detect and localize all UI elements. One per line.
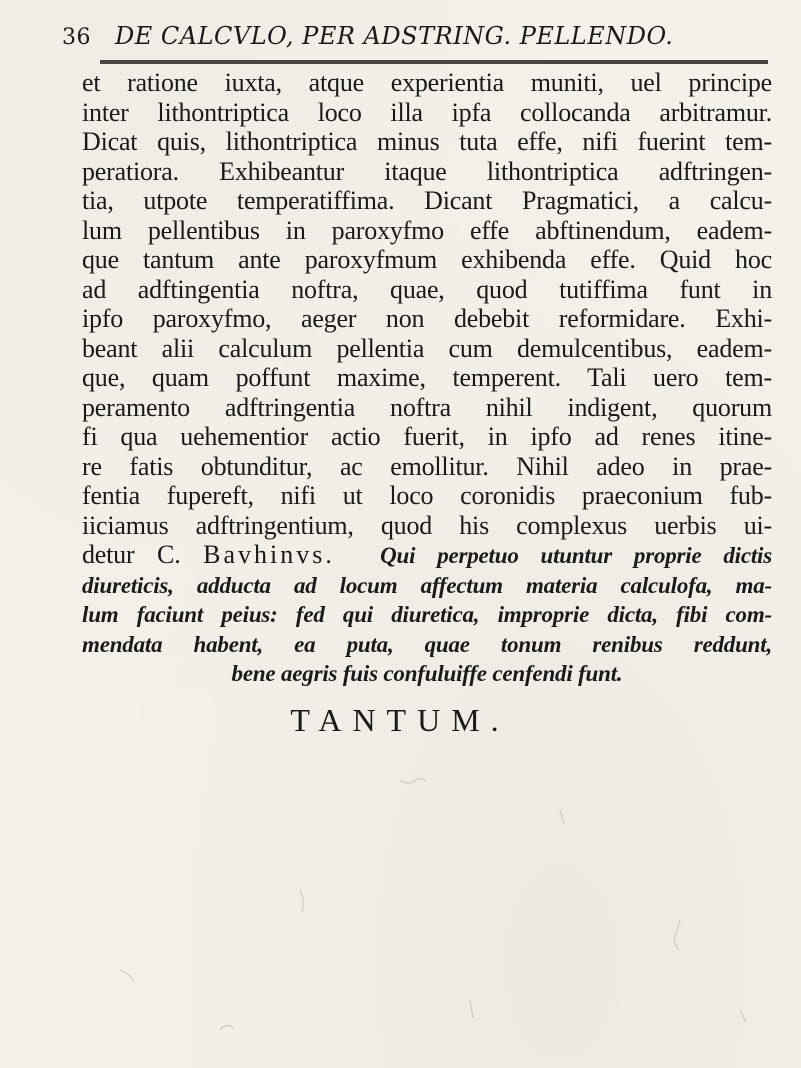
quote-line: lum faciunt peius: fed qui diuretica, improprie dicta, fibi com- xyxy=(82,602,772,627)
text-line: ipfo paroxyfmo, aeger non debebit reformidare. Exhi- xyxy=(82,304,772,333)
text-line: peratiora. Exhibeantur itaque lithontriptica adftringen- xyxy=(82,156,772,186)
text-line: lum pellentibus in paroxyfmo effe abftinendum, eadem- xyxy=(82,215,772,245)
quote-line: diureticis, adducta ad locum affectum materia calculofa, ma- xyxy=(82,572,772,598)
header-rule xyxy=(100,60,768,64)
text-line: que tantum ante paroxyfmum exhibenda effe. Quid hoc xyxy=(82,245,772,274)
text-line: fi qua uehementior actio fuerit, in ipfo ad renes itine- xyxy=(82,422,772,451)
quote-line: bene aegris fuis confuluiffe cenfendi funt. xyxy=(231,661,623,686)
page-number: 36 xyxy=(62,25,91,50)
quote-line: mendata habent, ea puta, quae tonum renibus reddunt, xyxy=(82,631,772,657)
body-text xyxy=(82,68,772,689)
text-line: Dicat quis, lithontriptica minus tuta effe, nifi fuerint tem- xyxy=(82,127,772,156)
author-name: Bavhinvs. xyxy=(203,540,335,569)
text-line-quote-start xyxy=(82,540,772,571)
text-line: beant alii calculum pellentia cum demulcentibus, eadem- xyxy=(82,333,772,363)
text-line: peramento adftringentia noftra nihil indigent, quorum xyxy=(82,392,772,422)
text-line: fentia fupereft, nifi ut loco coronidis praeconium fub- xyxy=(82,481,772,510)
text-line: inter lithontriptica loco illa ipfa collocanda arbitramur. xyxy=(82,97,772,127)
page-header xyxy=(62,22,762,56)
bleed-through-marks xyxy=(0,770,801,1068)
text-line: iiciamus adftringentium, quod his complexus uerbis ui- xyxy=(82,510,772,540)
text-line: et ratione iuxta, atque experientia muniti, uel principe xyxy=(82,68,772,97)
finis-word: TANTUM. xyxy=(290,702,510,738)
line-prefix: detur C. xyxy=(82,540,204,569)
text-line: ad adftingentia noftra, quae, quod tutiffima funt in xyxy=(82,274,772,304)
running-head: DE CALCVLO, PER ADSTRING. PELLENDO. xyxy=(115,22,674,50)
text-line: re fatis obtunditur, ac emollitur. Nihil adeo in prae- xyxy=(82,451,772,481)
text-line: tia, utpote temperatiffima. Dicant Pragmatici, a calcu- xyxy=(82,186,772,215)
quote-line: Qui perpetuo utuntur proprie dictis xyxy=(380,543,772,568)
text-line: que, quam poffunt maxime, temperent. Tali uero tem- xyxy=(82,363,772,392)
